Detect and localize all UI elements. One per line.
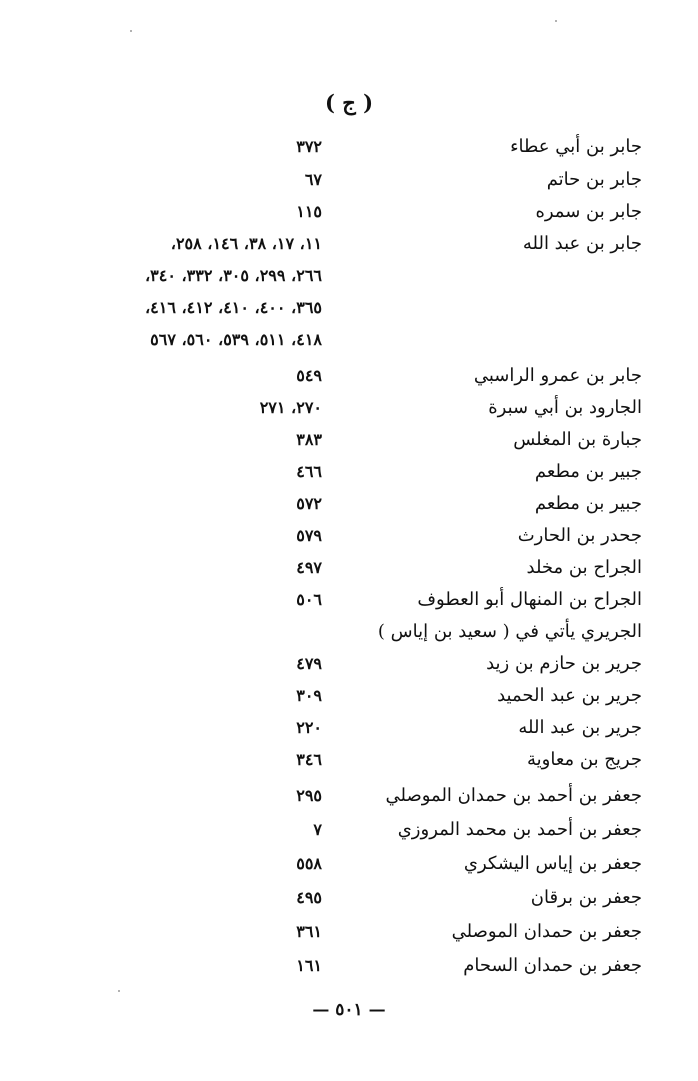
entry-name: جابر بن عبد الله bbox=[522, 233, 642, 254]
entry-name: جعفر بن إياس اليشكري bbox=[463, 853, 642, 874]
entry-pages: ٥٧٩ bbox=[296, 526, 322, 545]
index-entry bbox=[0, 918, 698, 946]
index-entry bbox=[0, 198, 698, 226]
index-entry bbox=[0, 746, 698, 774]
index-entry bbox=[0, 884, 698, 912]
index-entry bbox=[0, 782, 698, 810]
entry-pages: ٢٦٦، ٢٩٩، ٣٠٥، ٣٣٢، ٣٤٠، bbox=[144, 266, 322, 285]
entry-name: جرير بن عبد الله bbox=[518, 717, 642, 738]
entry-pages: ٣٧٢ bbox=[296, 137, 322, 156]
index-entry bbox=[0, 714, 698, 742]
entry-pages: ٤٩٧ bbox=[296, 558, 322, 577]
entry-pages: ٥٥٨ bbox=[296, 854, 322, 873]
entry-pages: ٤٧٩ bbox=[296, 654, 322, 673]
entry-name: جرير بن حازم بن زيد bbox=[486, 653, 642, 674]
index-entry bbox=[0, 816, 698, 844]
section-letter-heading: ( ج ) bbox=[324, 90, 374, 115]
entry-pages: ١٦١ bbox=[296, 956, 322, 975]
entry-pages: ٣٨٣ bbox=[296, 430, 322, 449]
entry-pages: ٣٠٩ bbox=[296, 686, 322, 705]
entry-pages: ٥٤٩ bbox=[296, 366, 322, 385]
index-entry bbox=[0, 682, 698, 710]
scan-speck bbox=[555, 20, 557, 22]
entry-name: جعفر بن أحمد بن حمدان الموصلي bbox=[385, 785, 642, 806]
entry-pages: ٧ bbox=[313, 820, 322, 839]
scan-speck bbox=[130, 30, 132, 32]
entry-name: جبير بن مطعم bbox=[534, 493, 642, 514]
entry-name: جرير بن عبد الحميد bbox=[497, 685, 642, 706]
entry-name: جبير بن مطعم bbox=[534, 461, 642, 482]
entry-pages: ٣٦٥، ٤٠٠، ٤١٠، ٤١٢، ٤١٦، bbox=[144, 298, 322, 317]
index-entry bbox=[0, 952, 698, 980]
entry-name: الجراح بن مخلد bbox=[526, 557, 642, 578]
index-entry bbox=[0, 554, 698, 582]
entry-name: الجارود بن أبي سبرة bbox=[488, 397, 642, 418]
entry-pages: ٢٧٠، ٢٧١ bbox=[259, 398, 322, 417]
index-entry-continuation bbox=[0, 294, 698, 322]
entry-pages: ٤١٨، ٥١١، ٥٣٩، ٥٦٠، ٥٦٧ bbox=[150, 330, 322, 349]
index-entry-continuation bbox=[0, 326, 698, 354]
entry-name: الجريري يأتي في ( سعيد بن إياس ) bbox=[377, 621, 642, 642]
entry-pages: ٢٢٠ bbox=[296, 718, 322, 737]
entry-name: جعفر بن أحمد بن محمد المروزي bbox=[397, 819, 642, 840]
entry-pages: ٥٠٦ bbox=[296, 590, 322, 609]
index-entry bbox=[0, 394, 698, 422]
entry-pages: ٤٩٥ bbox=[296, 888, 322, 907]
entry-name: جابر بن أبي عطاء bbox=[510, 136, 642, 157]
index-entry bbox=[0, 166, 698, 194]
index-entry bbox=[0, 490, 698, 518]
index-entry bbox=[0, 458, 698, 486]
entry-pages: ٥٧٢ bbox=[296, 494, 322, 513]
entry-pages: ٣٤٦ bbox=[296, 750, 322, 769]
entry-name: جابر بن سمره bbox=[535, 201, 642, 222]
entry-name: جعفر بن حمدان الموصلي bbox=[451, 921, 642, 942]
page-number: — ٥٠١ — bbox=[312, 1000, 386, 1020]
entry-pages: ٢٩٥ bbox=[296, 786, 322, 805]
index-entry bbox=[0, 426, 698, 454]
index-entry-continuation bbox=[0, 262, 698, 290]
entry-name: جابر بن حاتم bbox=[546, 169, 642, 190]
index-entry bbox=[0, 230, 698, 258]
entry-name: الجراح بن المنهال أبو العطوف bbox=[417, 589, 642, 610]
entry-name: جابر بن عمرو الراسبي bbox=[473, 365, 642, 386]
index-entry bbox=[0, 650, 698, 678]
index-entry-cross-reference bbox=[0, 618, 698, 646]
entry-pages: ١١٥ bbox=[296, 202, 322, 221]
entry-pages: ١١، ١٧، ٣٨، ١٤٦، ٢٥٨، bbox=[170, 234, 322, 253]
index-entry bbox=[0, 586, 698, 614]
index-entry bbox=[0, 133, 698, 161]
entry-pages: ٣٦١ bbox=[296, 922, 322, 941]
entry-name: جحدر بن الحارث bbox=[517, 525, 642, 546]
index-entry bbox=[0, 522, 698, 550]
entry-name: جبارة بن المغلس bbox=[513, 429, 642, 450]
entry-pages: ٤٦٦ bbox=[296, 462, 322, 481]
scan-speck bbox=[118, 990, 120, 992]
entry-name: جريج بن معاوية bbox=[526, 749, 642, 770]
index-entry bbox=[0, 362, 698, 390]
entry-name: جعفر بن برقان bbox=[530, 887, 642, 908]
entry-pages: ٦٧ bbox=[304, 170, 322, 189]
index-entry bbox=[0, 850, 698, 878]
entry-name: جعفر بن حمدان السحام bbox=[463, 955, 642, 976]
